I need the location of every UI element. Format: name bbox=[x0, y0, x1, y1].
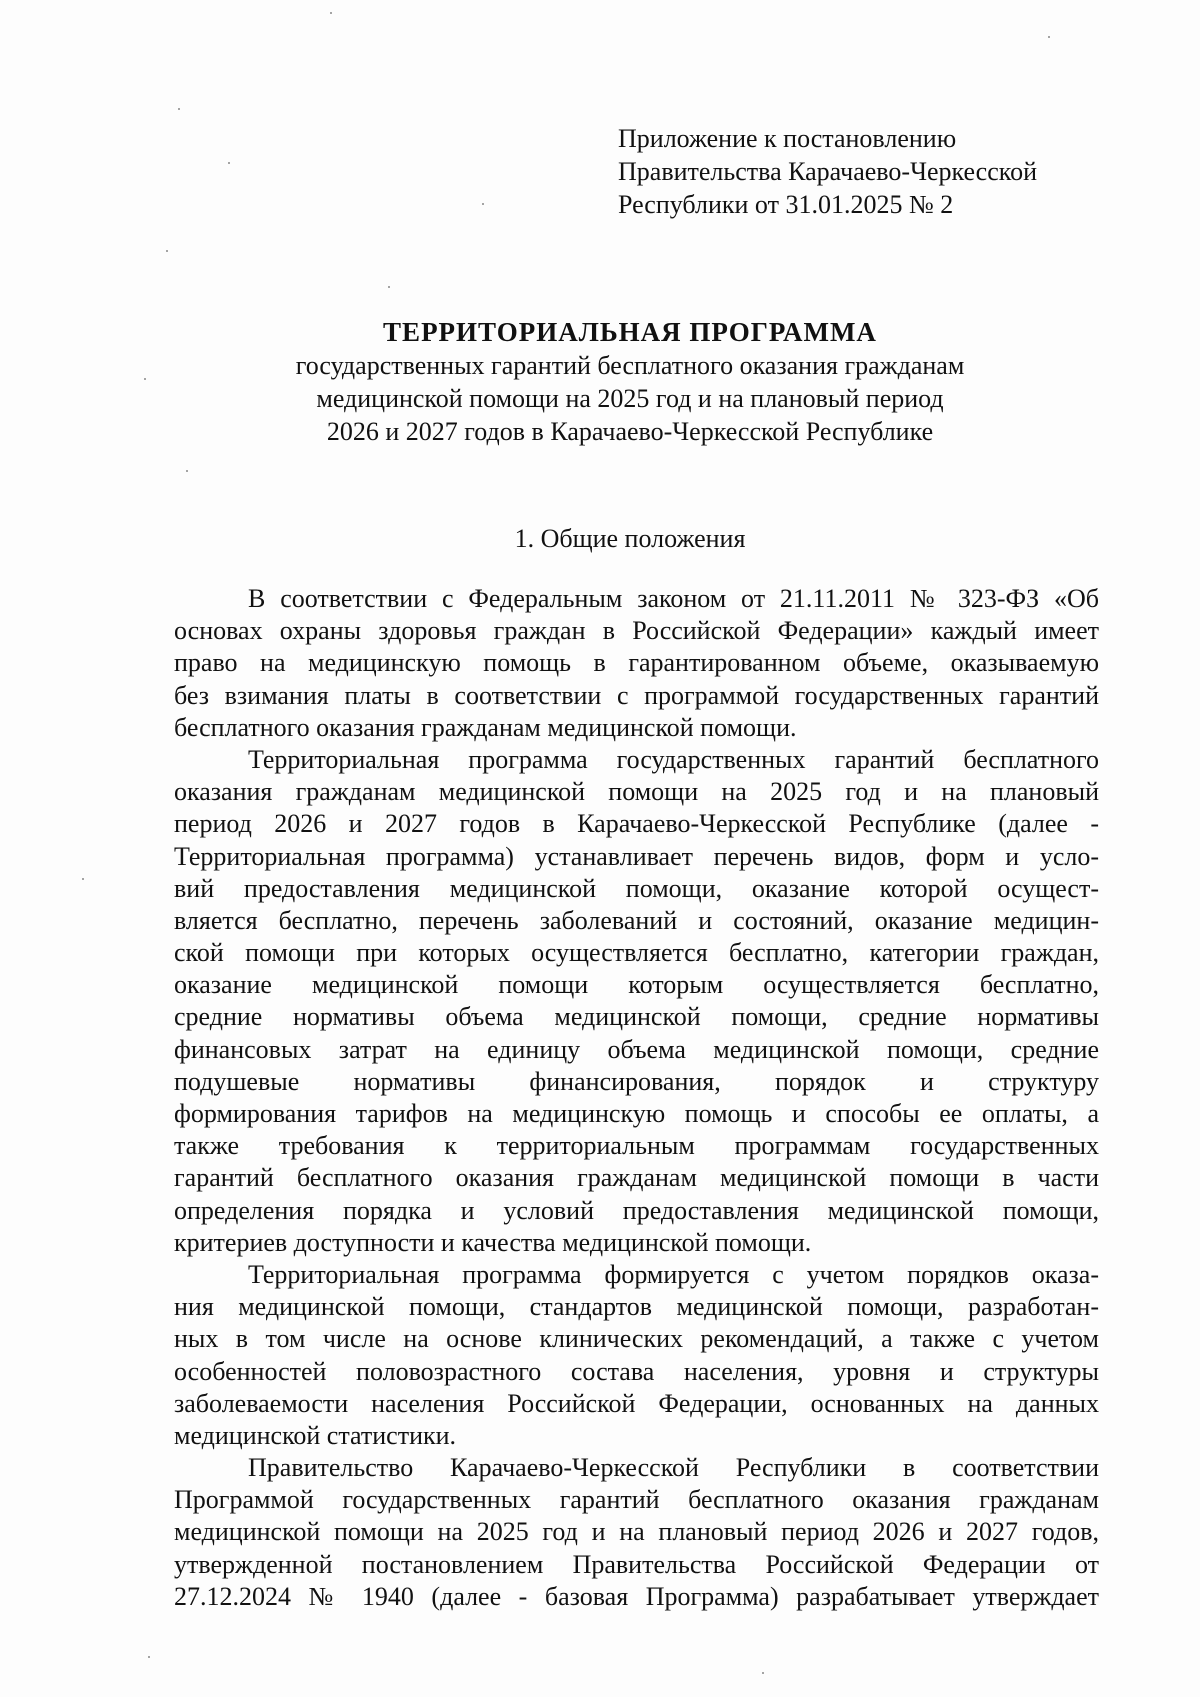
paragraph-line: также требования к территориальным программам государственных bbox=[174, 1131, 1099, 1161]
paragraph-line: без взимания платы в соответствии с программой государственных гарантий bbox=[174, 680, 1099, 710]
appendix-line: Правительства Карачаево-Черкесской bbox=[618, 157, 1037, 186]
paragraph-line: формирования тарифов на медицинскую помощь и способы ее оплаты, а bbox=[174, 1099, 1099, 1128]
paragraph-line: ния медицинской помощи, стандартов медицинской помощи, разработан- bbox=[174, 1292, 1099, 1322]
paragraph bbox=[174, 583, 1099, 744]
paragraph-line: Территориальная программа государственных гарантий бесплатного bbox=[248, 744, 1099, 774]
scan-speck bbox=[388, 286, 390, 288]
scan-speck bbox=[762, 1672, 764, 1674]
paragraph-line: утвержденной постановлением Правительства Российской Федерации от bbox=[174, 1549, 1099, 1579]
document-subtitle bbox=[180, 349, 1080, 448]
paragraph-line: оказание медицинской помощи которым осуществляется бесплатно, bbox=[174, 970, 1099, 1000]
paragraph-line: бесплатного оказания гражданам медицинской помощи. bbox=[174, 712, 797, 742]
scan-speck bbox=[82, 878, 84, 880]
paragraph-line: вляется бесплатно, перечень заболеваний и состояний, оказание медицин- bbox=[174, 905, 1099, 935]
subtitle-line: 2026 и 2027 годов в Карачаево-Черкесской Республике bbox=[326, 417, 934, 446]
paragraph-line: заболеваемости населения Российской Федерации, основанных на данных bbox=[174, 1388, 1099, 1418]
paragraph-line: право на медицинскую помощь в гарантированном объеме, оказываемую bbox=[174, 648, 1099, 678]
subtitle-line: государственных гарантий бесплатного оказания гражданам bbox=[295, 351, 965, 380]
paragraph-line: определения порядка и условий предоставления медицинской помощи, bbox=[174, 1195, 1099, 1225]
paragraph-line: 27.12.2024 № 1940 (далее - базовая Программа) разрабатывает утверждает bbox=[174, 1581, 1099, 1611]
paragraph-line: ской помощи при которых осуществляется бесплатно, категории граждан, bbox=[174, 938, 1099, 968]
paragraph-line: финансовых затрат на единицу объема медицинской помощи, средние bbox=[174, 1034, 1099, 1064]
scan-speck bbox=[144, 378, 146, 380]
appendix-line: Приложение к постановлению bbox=[618, 124, 957, 153]
paragraph-line: средние нормативы объема медицинской помощи, средние нормативы bbox=[174, 1002, 1099, 1032]
scan-speck bbox=[482, 203, 484, 205]
paragraph-line: В соответствии с Федеральным законом от 21.11.2011 № 323-ФЗ «Об bbox=[248, 584, 1099, 613]
paragraph-line: период 2026 и 2027 годов в Карачаево-Черкесской Республике (далее - bbox=[174, 809, 1099, 839]
paragraph-line: основах охраны здоровья граждан в Российской Федерации» каждый имеет bbox=[174, 616, 1099, 646]
title-block bbox=[180, 315, 1080, 448]
scan-speck bbox=[330, 12, 332, 14]
paragraph-line: подушевые нормативы финансирования, порядок и структуру bbox=[174, 1066, 1099, 1096]
paragraph-line: особенностей половозрастного состава населения, уровня и структуры bbox=[174, 1356, 1099, 1386]
paragraph-line: Территориальная программа формируется с учетом порядков оказа- bbox=[248, 1259, 1099, 1289]
document-title: ТЕРРИТОРИАЛЬНАЯ ПРОГРАММА bbox=[383, 317, 877, 347]
paragraph-line: гарантий бесплатного оказания гражданам медицинской помощи в части bbox=[174, 1163, 1099, 1193]
scan-speck bbox=[186, 470, 188, 472]
paragraph-line: Программой государственных гарантий бесплатного оказания гражданам bbox=[174, 1485, 1099, 1515]
scan-speck bbox=[178, 108, 180, 110]
paragraph-line: медицинской помощи на 2025 год и на плановый период 2026 и 2027 годов, bbox=[174, 1517, 1099, 1547]
paragraph bbox=[174, 744, 1099, 1259]
section-heading: 1. Общие положения bbox=[514, 524, 746, 553]
scan-speck bbox=[228, 162, 230, 164]
paragraph-line: оказания гражданам медицинской помощи на 2025 год и на плановый bbox=[174, 777, 1099, 807]
paragraph bbox=[174, 1259, 1099, 1452]
paragraph-line: ных в том числе на основе клинических рекомендаций, а также с учетом bbox=[174, 1324, 1099, 1354]
scan-speck bbox=[166, 250, 168, 252]
paragraph-line: Правительство Карачаево-Черкесской Республики в соответствии bbox=[248, 1453, 1099, 1483]
subtitle-line: медицинской помощи на 2025 год и на плановый период bbox=[316, 384, 944, 413]
paragraph-line: вий предоставления медицинской помощи, оказание которой осущест- bbox=[174, 873, 1099, 903]
paragraph bbox=[174, 1452, 1099, 1613]
body-text bbox=[174, 583, 1099, 1613]
scan-speck bbox=[1048, 36, 1050, 38]
appendix-line: Республики от 31.01.2025 № 2 bbox=[618, 190, 954, 219]
paragraph-line: Территориальная программа) устанавливает перечень видов, форм и усло- bbox=[174, 841, 1099, 871]
scan-speck bbox=[148, 1656, 150, 1658]
paragraph-line: медицинской статистики. bbox=[174, 1420, 457, 1450]
paragraph-line: критериев доступности и качества медицинской помощи. bbox=[174, 1227, 812, 1257]
appendix-note bbox=[618, 122, 1138, 221]
